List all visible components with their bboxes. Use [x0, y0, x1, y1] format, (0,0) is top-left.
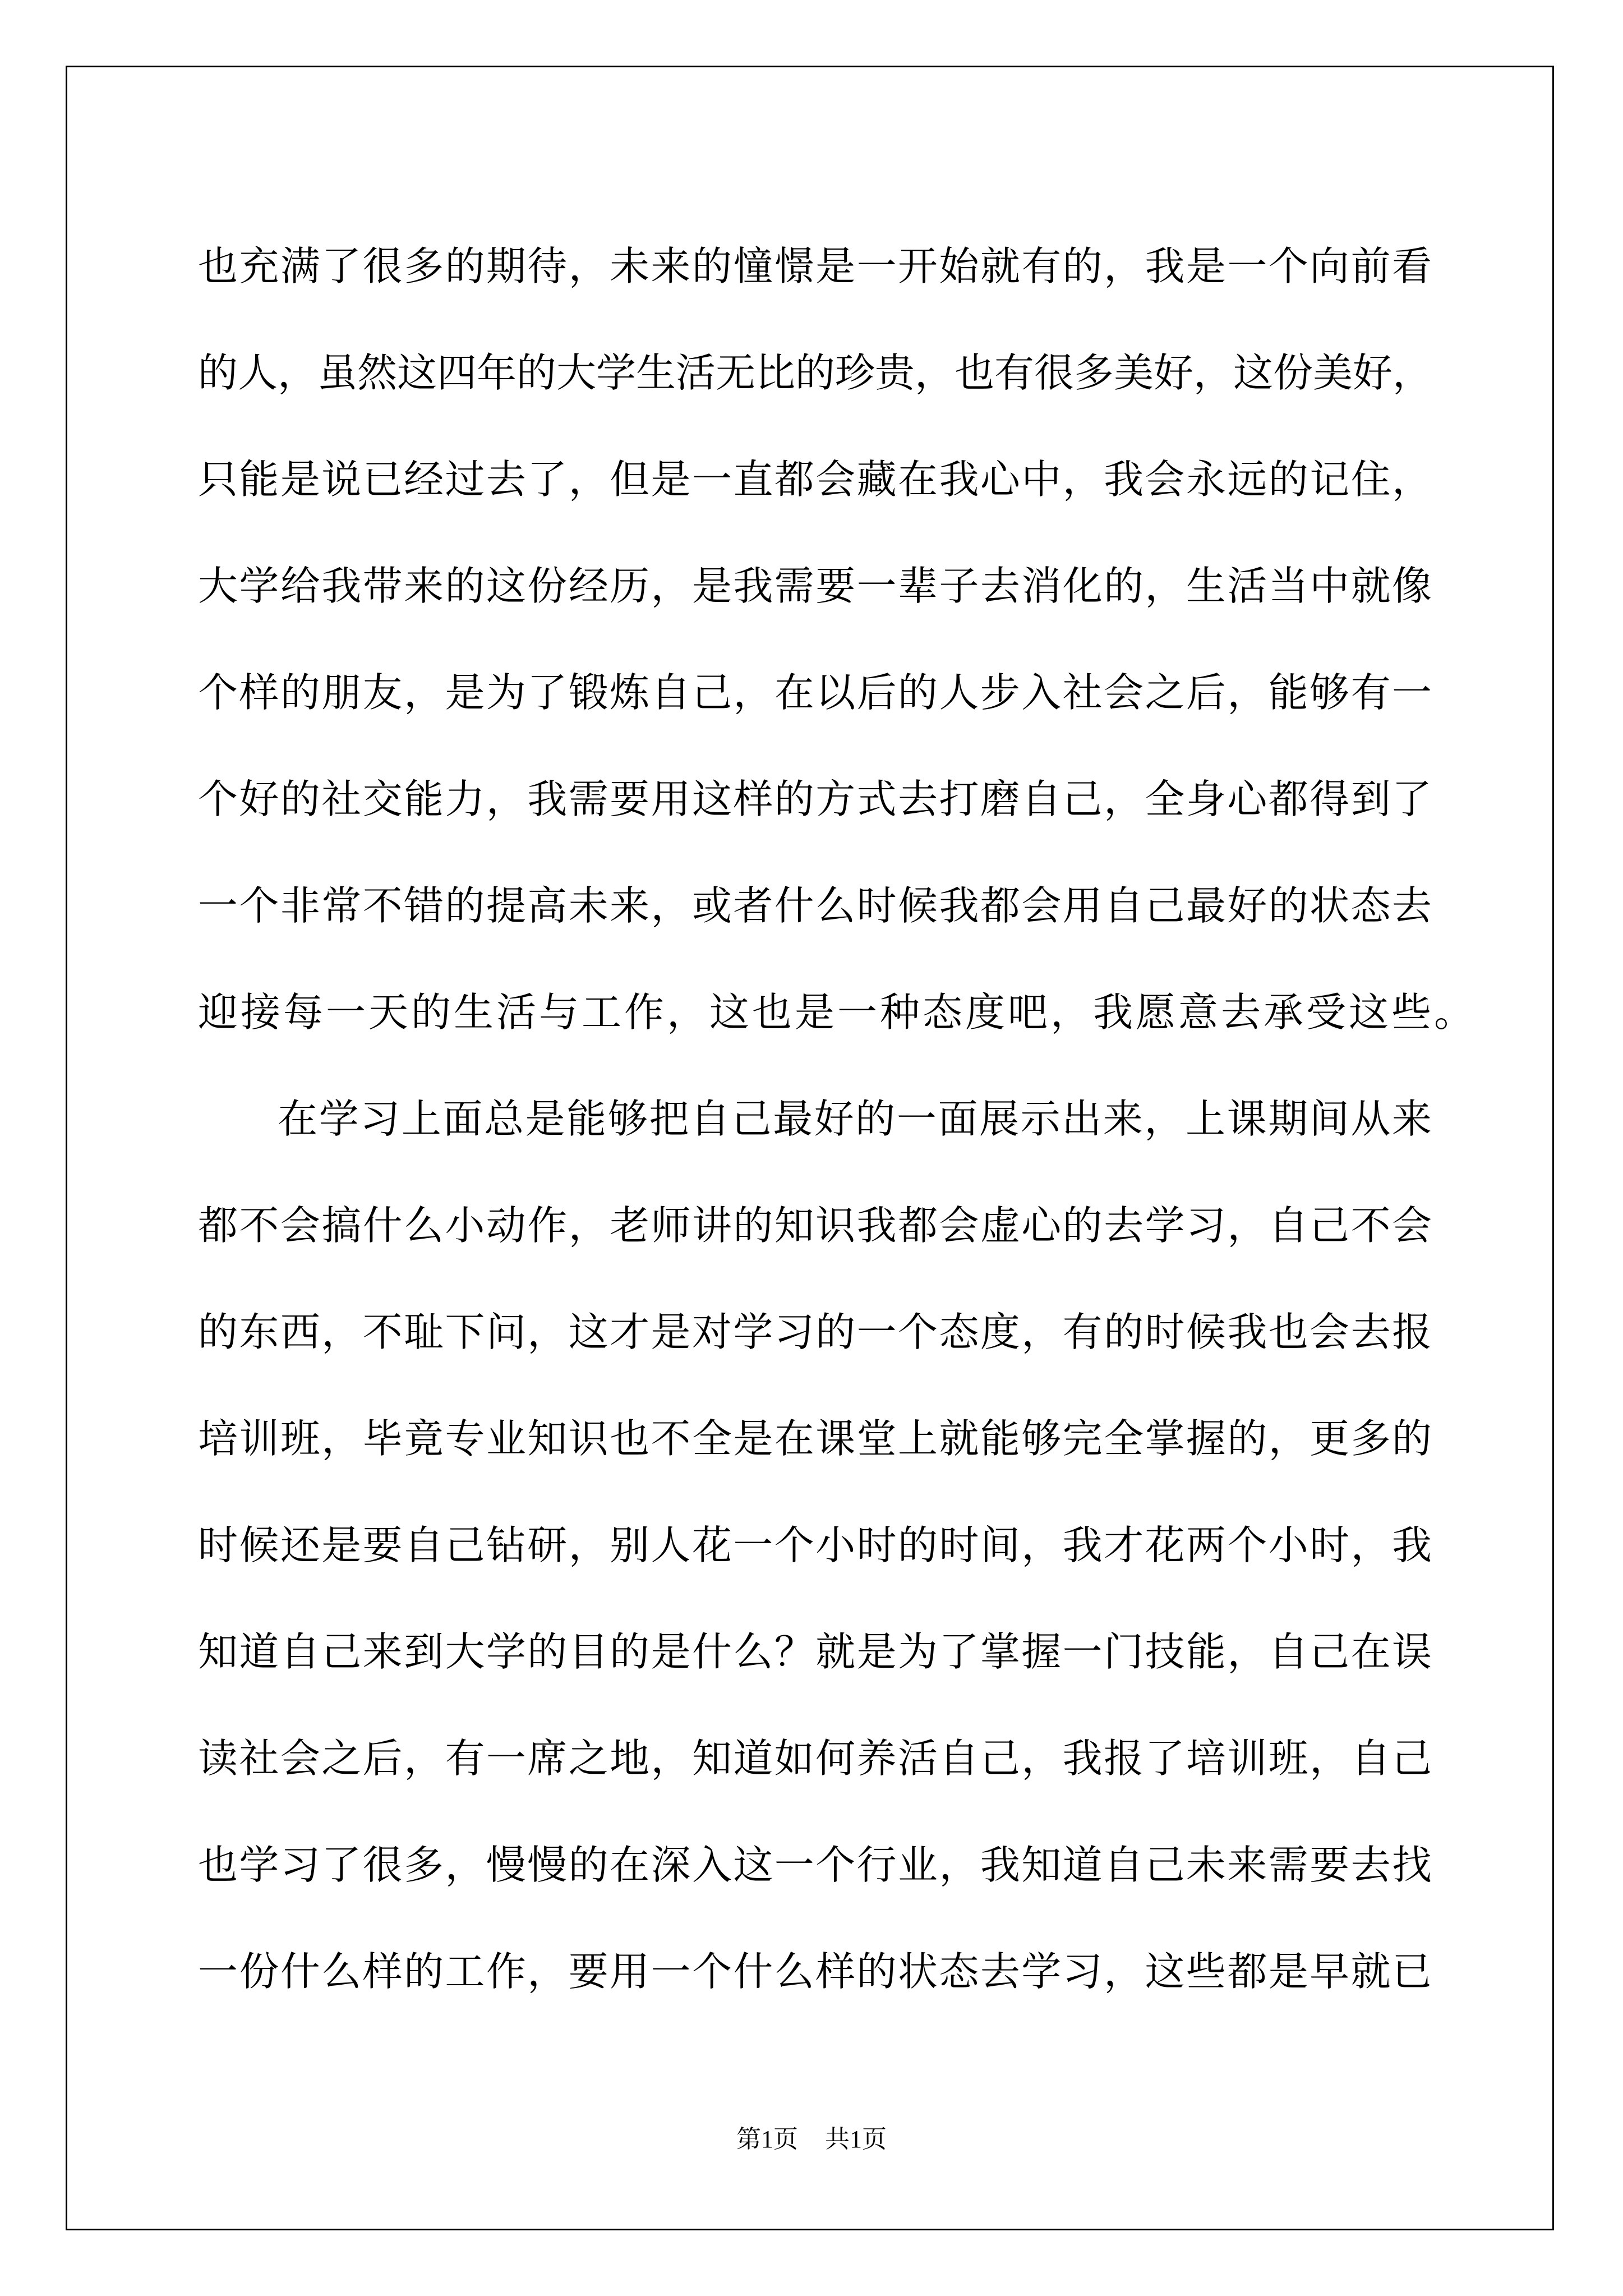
text-line: 也学习了很多，慢慢的在深入这一个行业，我知道自己未来需要去找: [198, 1842, 1432, 1888]
text-line: 大学给我带来的这份经历，是我需要一辈子去消化的，生活当中就像: [198, 563, 1432, 609]
text-line: 的东西，不耻下问，这才是对学习的一个态度，有的时候我也会去报: [198, 1309, 1432, 1355]
text-line: 也充满了很多的期待，未来的憧憬是一开始就有的，我是一个向前看: [198, 243, 1432, 289]
text-line-paragraph-end: 迎接每一天的生活与工作，这也是一种态度吧，我愿意去承受这些。: [198, 989, 1477, 1036]
text-line: 一份什么样的工作，要用一个什么样的状态去学习，这些都是早就已: [198, 1948, 1432, 1995]
text-line: 个好的社交能力，我需要用这样的方式去打磨自己，全身心都得到了: [198, 776, 1432, 822]
page-number: 第1页: [736, 2125, 798, 2153]
text-line: 都不会搞什么小动作，老师讲的知识我都会虚心的去学习，自己不会: [198, 1202, 1432, 1249]
text-line: 时候还是要自己钻研，别人花一个小时的时间，我才花两个小时，我: [198, 1522, 1432, 1568]
text-line: 知道自己来到大学的目的是什么？就是为了掌握一门技能，自己在误: [198, 1628, 1432, 1675]
text-line: 读社会之后，有一席之地，知道如何养活自己，我报了培训班，自己: [198, 1735, 1432, 1782]
document-body: [198, 213, 1477, 2025]
text-line-paragraph-start: 在学习上面总是能够把自己最好的一面展示出来，上课期间从来: [278, 1096, 1432, 1142]
text-line: 一个非常不错的提高未来，或者什么时候我都会用自己最好的状态去: [198, 882, 1432, 929]
page-total: 共1页: [825, 2125, 887, 2153]
page-footer: [0, 2123, 1623, 2156]
text-line: 培训班，毕竟专业知识也不全是在课堂上就能够完全掌握的，更多的: [198, 1415, 1432, 1462]
text-line: 只能是说已经过去了，但是一直都会藏在我心中，我会永远的记住，: [198, 456, 1432, 503]
text-line: 的人，虽然这四年的大学生活无比的珍贵，也有很多美好，这份美好，: [198, 349, 1433, 396]
text-line: 个样的朋友，是为了锻炼自己，在以后的人步入社会之后，能够有一: [198, 669, 1432, 716]
